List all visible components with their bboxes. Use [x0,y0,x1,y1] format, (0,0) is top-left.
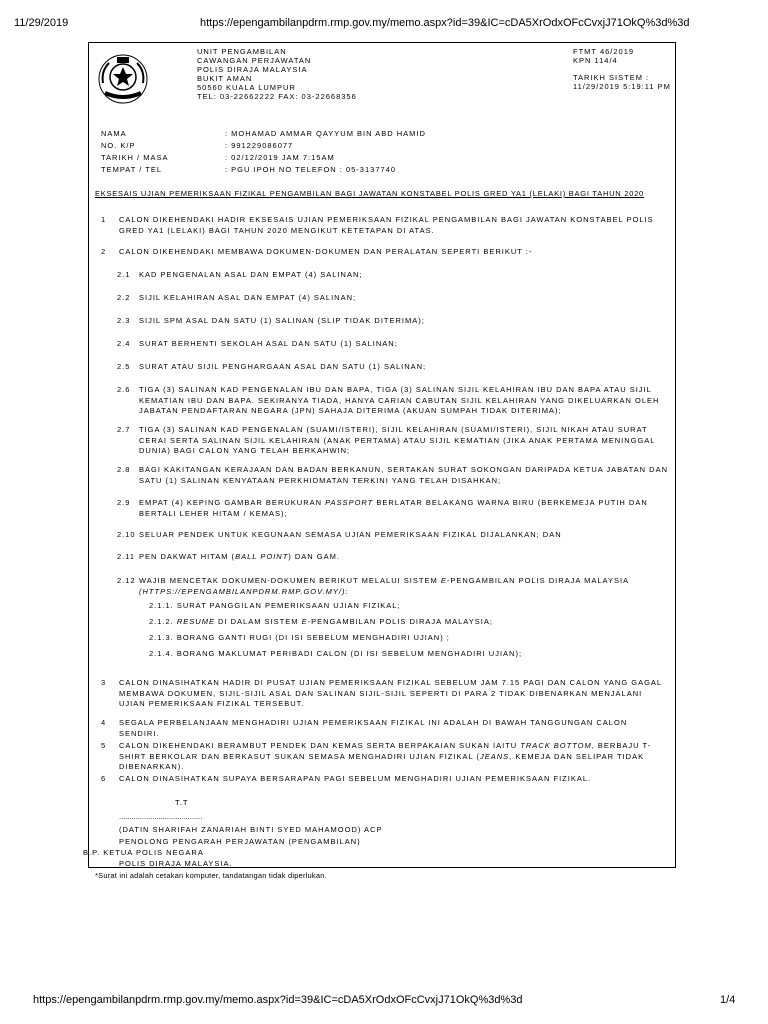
polis-diraja-malaysia-crest-icon [97,53,149,105]
item-5-text: CALON DIKEHENDAKI BERAMBUT PENDEK DAN KEMAS SERTA BERPAKAIAN SUKAN IAITU TRACK BOTTOM, BERBAJU T-SHIRT BERKOLAR DAN BERKASUT SUKAN SEMASA MENGHADIRI UJIAN FIZIKAL (JEANS, KEMEJA DAN SELIPAR TIDAK DIBENARKAN). [119,741,652,771]
item-number: 5 [101,741,107,750]
subitem-2-2-text: SIJIL KELAHIRAN ASAL DAN EMPAT (4) SALINAN; [139,293,357,302]
subitem-number: 2.1 [117,270,131,279]
subitem-2-9-text: EMPAT (4) KEPING GAMBAR BERUKURAN PASSPORT BERLATAR BELAKANG WARNA BIRU (BERKEMEJA PUTIH DAN BERTALI LEHER HITAM / KEMAS); [139,498,648,518]
item-1-text: CALON DIKEHENDAKI HADIR EKSESAIS UJIAN PEMERIKSAAN FIZIKAL PENGAMBILAN BAGI JAWATAN KONSTABEL POLIS GRED YA1 (LELAKI) BAGI TAHUN 2020 MENGIKUT KETETAPAN DI ATAS. [119,215,654,235]
on-behalf-of: B.P. KETUA POLIS NEGARA [83,848,204,857]
subitem-2-1-text: KAD PENGENALAN ASAL DAN EMPAT (4) SALINAN; [139,270,363,279]
subitem-number: 2.3 [117,316,131,325]
subitem-2-6-text: TIGA (3) SALINAN KAD PENGENALAN IBU DAN BAPA, TIGA (3) SALINAN SIJIL KELAHIRAN IBU DAN BAPA ATAU SIJIL KEMATIAN IBU DAN BAPA. SEKIRANYA TIADA, HANYA CARIAN CABUTAN SIJIL KELAHIRAN YANG DIKELUARKAN OLEH JABATAN PENDAFTARAN NEGARA (JPN) SAHAJA DITERIMA (AKUAN SUMPAH TIDAK DITERIMA); [139,385,660,415]
letterhead-line: BUKIT AMAN [197,74,253,83]
signatory-title: PENOLONG PENGARAH PERJAWATAN (PENGAMBILAN) [119,837,361,846]
name-value: : MOHAMAD AMMAR QAYYUM BIN ABD HAMID [225,129,426,138]
subitem-2-3-text: SIJIL SPM ASAL DAN SATU (1) SALINAN (SLIP TIDAK DITERIMA); [139,316,425,325]
print-url-header[interactable]: https://epengambilanpdrm.rmp.gov.my/memo.aspx?id=39&IC=cDA5XrOdxOFcCvxjJ71OkQ%3d%3d [200,17,690,29]
subitem-2-8-text: BAGI KAKITANGAN KERAJAAN DAN BADAN BERKANUN, SERTAKAN SURAT SOKONGAN DARIPADA KETUA JABATAN DAN SATU (1) SALINAN KENYATAAN PERKHIDMATAN TERKINI YANG TELAH DISAHKAN; [139,465,668,485]
page-number: 1/4 [720,994,736,1006]
place-label: TEMPAT / TEL [101,165,163,174]
item-6-text: CALON DINASIHATKAN SUPAYA BERSARAPAN PAGI SEBELUM MENGHADIRI UJIAN PEMERIKSAAN FIZIKAL. [119,774,592,783]
subitem-number: 2.11 [117,552,136,561]
computer-generated-note: *Surat ini adalah cetakan komputer, tandatangan tidak diperlukan. [95,871,327,880]
subitem-number: 2.4 [117,339,131,348]
place-value: : PGU IPOH NO TELEFON : 05-3137740 [225,165,396,174]
subitem-2-10-text: SELUAR PENDEK UNTUK KEGUNAAN SEMASA UJIAN PEMERIKSAAN FIZIKAL DIJALANKAN; DAN [139,530,562,539]
subitem-2-5-text: SURAT ATAU SIJIL PENGHARGAAN ASAL DAN SATU (1) SALINAN; [139,362,427,371]
reference-number: FTMT 46/2019 [573,47,635,56]
subitem-number: 2.2 [117,293,131,302]
subitem-number: 2.9 [117,498,131,507]
subitem-2-1-3-text: 2.1.3. BORANG GANTI RUGI (DI ISI SEBELUM MENGHADIRI UJIAN) ; [149,633,450,642]
subitem-number: 2.8 [117,465,131,474]
print-date: 11/29/2019 [14,17,69,29]
item-4-text: SEGALA PERBELANJAAN MENGHADIRI UJIAN PEMERIKSAAN FIZIKAL INI ADALAH DI BAWAH TANGGUNGAN CALON SENDIRI. [119,718,628,738]
reference-number: KPN 114/4 [573,56,618,65]
letterhead-line: POLIS DIRAJA MALAYSIA [197,65,308,74]
organisation-name: POLIS DIRAJA MALAYSIA. [119,859,233,868]
system-date: 11/29/2019 5:19:11 PM [573,82,671,91]
subitem-2-1-1-text: 2.1.1. SURAT PANGGILAN PEMERIKSAAN UJIAN FIZIKAL; [149,601,401,610]
ic-label: NO. K/P [101,141,136,150]
date-label: TARIKH / MASA [101,153,169,162]
item-2-text: CALON DIKEHENDAKI MEMBAWA DOKUMEN-DOKUMEN DAN PERALATAN SEPERTI BERIKUT :- [119,247,533,256]
item-number: 1 [101,215,107,224]
date-value: : 02/12/2019 JAM 7:15AM [225,153,335,162]
signature-line: ........................................ [119,812,203,821]
letterhead-line: CAWANGAN PERJAWATAN [197,56,312,65]
subitem-2-1-4-text: 2.1.4. BORANG MAKLUMAT PERIBADI CALON (DI ISI SEBELUM MENGHADIRI UJIAN); [149,649,523,658]
signatory-name: (DATIN SHARIFAH ZANARIAH BINTI SYED MAHAMOOD) ACP [119,825,383,834]
memo-subject: EKSESAIS UJIAN PEMERIKSAAN FIZIKAL PENGAMBILAN BAGI JAWATAN KONSTABEL POLIS GRED YA1 (LELAKI) BAGI TAHUN 2020 [95,189,644,198]
item-number: 3 [101,678,107,687]
subitem-2-1-2-text: 2.1.2. RESUME DI DALAM SISTEM E-PENGAMBILAN POLIS DIRAJA MALAYSIA; [149,617,493,626]
ic-value: : 991229086077 [225,141,294,150]
subitem-number: 2.10 [117,530,136,539]
subitem-number: 2.5 [117,362,131,371]
item-3-text: CALON DINASIHATKAN HADIR DI PUSAT UJIAN PEMERIKSAAN FIZIKAL SEBELUM JAM 7.15 PAGI DAN CALON YANG GAGAL MEMBAWA DOKUMEN, SIJIL-SIJIL ASAL DAN SALINAN SIJIL-SIJIL SEPERTI DI PARA 2 TIDAK DIBENARKAN MENJALANI UJIAN PEMERIKSAAN FIZIKAL TERSEBUT. [119,678,662,708]
subitem-2-7-text: TIGA (3) SALINAN KAD PENGENALAN (SUAMI/ISTERI), SIJIL KELAHIRAN (SUAMI/ISTERI), SIJIL NIKAH ATAU SURAT CERAI SERTA SALINAN SIJIL KELAHIRAN (ANAK PERTAMA) ATAU SIJIL KEMATIAN (JIKA ANAK PERTAMA MENINGGAL DUNIA) BAGI CALON YANG TELAH BERKAHWIN; [139,425,656,455]
print-url-footer[interactable]: https://epengambilanpdrm.rmp.gov.my/memo.aspx?id=39&IC=cDA5XrOdxOFcCvxjJ71OkQ%3d%3d [33,994,523,1006]
item-number: 6 [101,774,107,783]
subitem-number: 2.6 [117,385,131,394]
signature-tt: T.T [175,798,189,807]
letterhead-line: TEL: 03-22662222 FAX: 03-22668356 [197,92,357,101]
subitem-2-4-text: SURAT BERHENTI SEKOLAH ASAL DAN SATU (1) SALINAN; [139,339,398,348]
subitem-number: 2.7 [117,425,131,434]
system-date-label: TARIKH SISTEM : [573,73,650,82]
subitem-number: 2.12 [117,576,136,585]
name-label: NAMA [101,129,127,138]
subitem-2-11-text: PEN DAKWAT HITAM (BALL POINT) DAN GAM. [139,552,340,561]
letterhead-line: UNIT PENGAMBILAN [197,47,287,56]
letterhead-line: 50560 KUALA LUMPUR [197,83,296,92]
item-number: 4 [101,718,107,727]
subitem-2-12-text: WAJIB MENCETAK DOKUMEN-DOKUMEN BERIKUT MELALUI SISTEM E-PENGAMBILAN POLIS DIRAJA MALAYSIA (HTTPS://EPENGAMBILANPDRM.RMP.GOV.MY/): [139,576,629,596]
memo-document [83,42,676,868]
item-number: 2 [101,247,107,256]
